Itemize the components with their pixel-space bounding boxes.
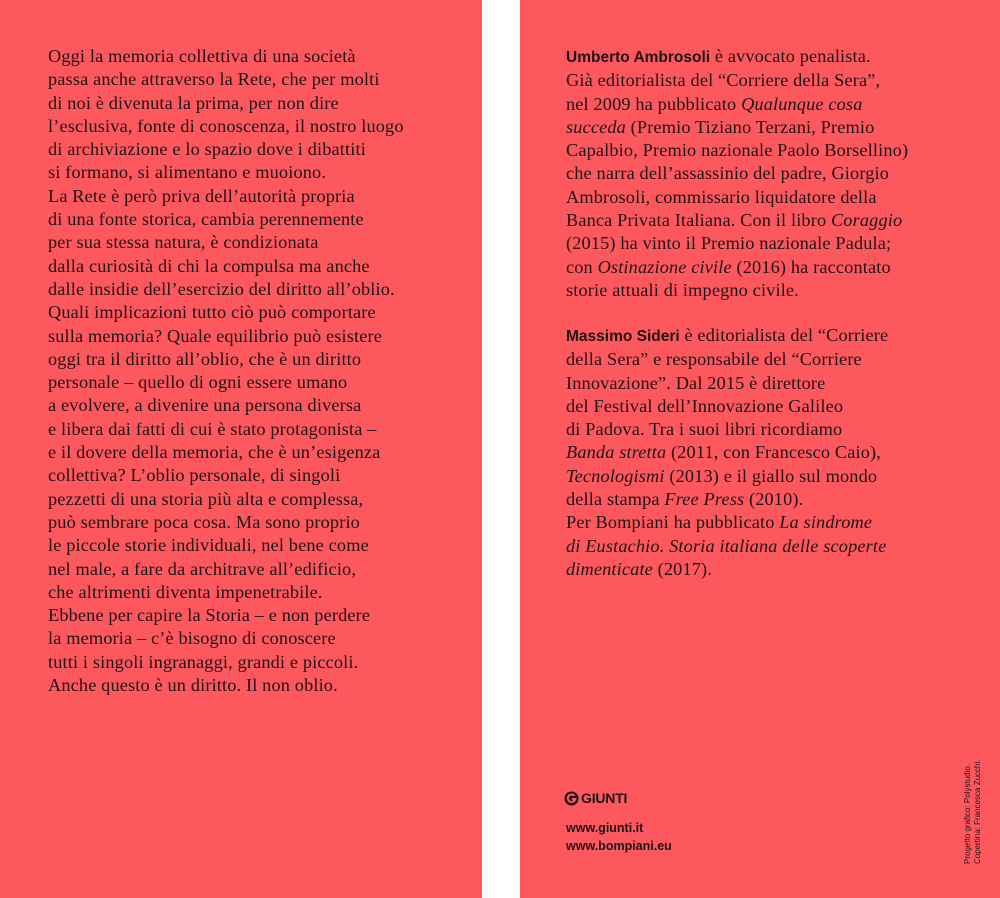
bio-line: del Festival dell’Innovazione Galileo [566, 395, 844, 416]
synopsis-text [48, 45, 473, 697]
synopsis-line: tutti i singoli ingranaggi, grandi e piccoli. [48, 651, 359, 672]
synopsis-line: pezzetti di una storia più alta e complessa, [48, 488, 364, 509]
book-title: di Eustachio. Storia italiana delle scoperte [566, 535, 887, 556]
synopsis-line: di noi è divenuta la prima, per non dire [48, 92, 339, 113]
website-bompiani: www.bompiani.eu [566, 838, 672, 853]
back-flap-right [520, 0, 1000, 898]
synopsis-line: di archiviazione e lo spazio dove i dibattiti [48, 139, 366, 160]
book-title: Ostinazione civile [597, 256, 732, 277]
synopsis-line: personale – quello di ogni essere umano [48, 372, 348, 393]
synopsis-line: Anche questo è un diritto. Il non oblio. [48, 675, 338, 696]
bio-line: che narra dell’assassinio del padre, Giorgio [566, 163, 890, 184]
synopsis-line: La Rete è però priva dell’autorità propria [48, 185, 355, 206]
bio-line: Capalbio, Premio nazionale Paolo Borsellino) [566, 140, 909, 161]
book-title: Qualunque cosa [741, 93, 863, 114]
synopsis-line: si formano, si alimentano e muoiono. [48, 162, 327, 183]
design-credits [963, 714, 983, 864]
bio-line: Innovazione”. Dal 2015 è direttore [566, 372, 826, 393]
bio-line [566, 535, 996, 558]
synopsis-line: Quali implicazioni tutto ciò può comportare [48, 302, 376, 323]
bio-line: Tecnologismi (2013) e il giallo sul mondo [566, 465, 878, 486]
author-name: Massimo Sideri [566, 328, 680, 345]
book-title: Free Press [664, 489, 745, 510]
synopsis-line: per sua stessa natura, è condizionata [48, 232, 319, 253]
bio-line: di Padova. Tra i suoi libri ricordiamo [566, 419, 843, 440]
back-flap-left [0, 0, 482, 898]
bio-line: Già editorialista del “Corriere della Sera”, [566, 70, 881, 91]
bio-line: storie attuali di impegno civile. [566, 279, 799, 300]
synopsis-line: passa anche attraverso la Rete, che per molti [48, 69, 380, 90]
synopsis-line: e libera dai fatti di cui è stato protagonista – [48, 418, 377, 439]
synopsis-line: Oggi la memoria collettiva di una società [48, 46, 356, 66]
author-bio-sideri [566, 324, 996, 581]
bio-line: della stampa Free Press (2010). [566, 489, 804, 510]
bio-line: Ambrosoli, commissario liquidatore della [566, 186, 877, 207]
giunti-logo [564, 790, 627, 806]
bio-line: (2015) ha vinto il Premio nazionale Padula; [566, 233, 892, 254]
bio-line: nel 2009 ha pubblicato Qualunque cosa [566, 93, 863, 114]
synopsis-line: Ebbene per capire la Storia – e non perdere [48, 605, 371, 626]
synopsis-line: dalle insidie dell’esercizio del diritto all’oblio. [48, 278, 395, 299]
bio-line: Per Bompiani ha pubblicato La sindrome [566, 512, 873, 533]
author-bio-ambrosoli [566, 45, 996, 302]
synopsis-line: e il dovere della memoria, che è un’esigenza [48, 442, 381, 463]
synopsis-line: l’esclusiva, fonte di conoscenza, il nostro luogo [48, 115, 404, 136]
website-giunti: www.giunti.it [566, 821, 644, 835]
bio-line: dimenticate (2017). [566, 558, 713, 579]
bio-line: della Sera” e responsabile del “Corriere [566, 349, 862, 370]
bio-line: succeda (Premio Tiziano Terzani, Premio [566, 116, 875, 137]
synopsis-line: di una fonte storica, cambia perennemente [48, 209, 364, 230]
bio-line: Umberto Ambrosoli è avvocato penalista. [566, 46, 871, 66]
giunti-g-icon [564, 791, 579, 806]
book-title: Tecnologismi [566, 465, 665, 486]
credit-line: Progetto grafico: Polystudio. [963, 763, 972, 864]
synopsis-line: sulla memoria? Quale equilibrio può esistere [48, 325, 383, 346]
synopsis-line: dalla curiosità di chi la compulsa ma anche [48, 255, 370, 276]
publisher-name: GIUNTI [581, 790, 628, 806]
publisher-websites [566, 820, 672, 855]
bio-line: Banda stretta (2011, con Francesco Caio), [566, 442, 882, 463]
synopsis-line: le piccole storie individuali, nel bene come [48, 535, 369, 556]
book-title: dimenticate [566, 558, 653, 579]
book-title: Banda stretta [566, 442, 667, 463]
bio-line: con Ostinazione civile (2016) ha raccontato [566, 256, 891, 277]
synopsis-line: a evolvere, a divenire una persona diversa [48, 395, 362, 416]
synopsis-line: può sembrare poca cosa. Ma sono proprio [48, 511, 360, 532]
bio-line: Massimo Sideri è editorialista del “Corriere [566, 325, 889, 345]
book-title: Coraggio [830, 210, 903, 231]
bio-line: Banca Privata Italiana. Con il libro Coraggio [566, 210, 903, 231]
synopsis-line: la memoria – c’è bisogno di conoscere [48, 628, 336, 649]
book-title: succeda [566, 116, 626, 137]
author-name: Umberto Ambrosoli [566, 49, 711, 66]
book-title: La sindrome [779, 512, 873, 533]
synopsis-line: oggi tra il diritto all’oblio, che è un diritto [48, 348, 362, 369]
synopsis-line: collettiva? L’oblio personale, di singoli [48, 465, 341, 486]
credit-line: Copertina: Francesca Zucchi. [973, 759, 982, 864]
synopsis-line: che altrimenti diventa impenetrabile. [48, 581, 323, 602]
synopsis-line: nel male, a fare da architrave all’edificio, [48, 558, 357, 579]
